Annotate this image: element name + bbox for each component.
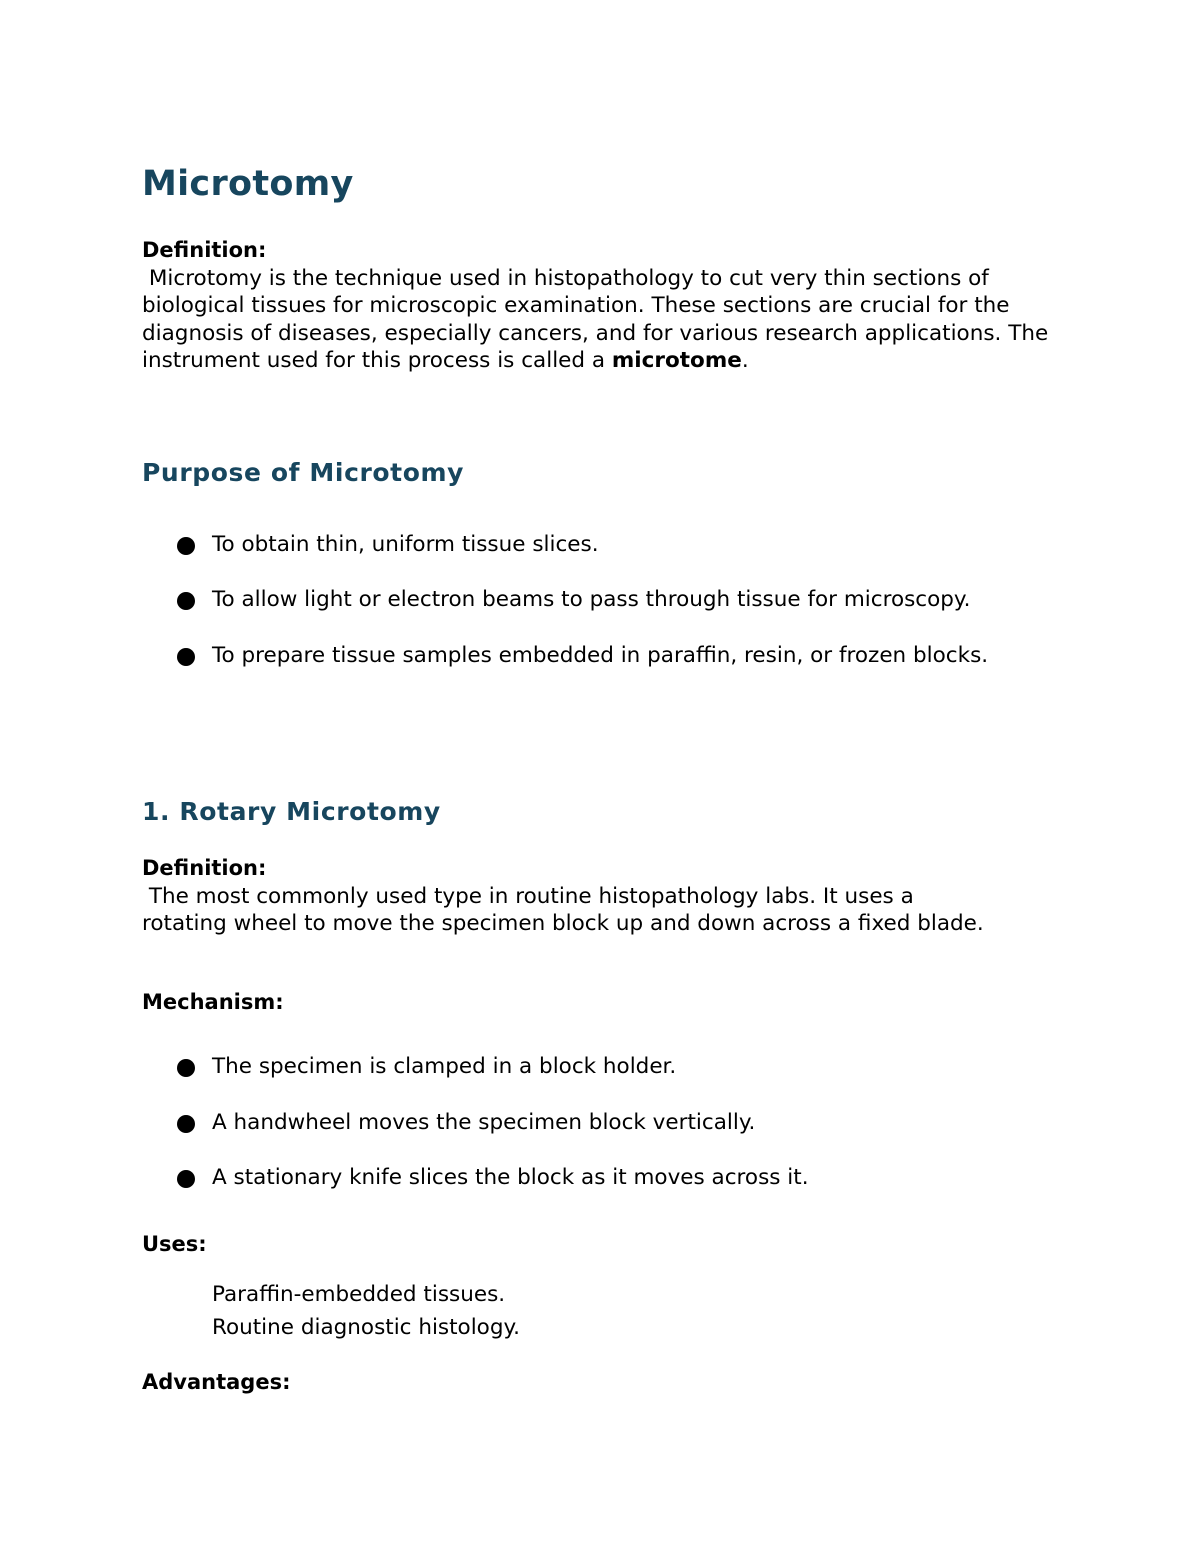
definition-paragraph [142, 265, 1062, 374]
uses-label: Uses: [142, 1232, 207, 1256]
list-item-text: To obtain thin, uniform tissue slices. [212, 532, 599, 557]
list-item-text: The specimen is clamped in a block holder. [212, 1054, 677, 1079]
definition-text: Microtomy is the technique used in histopathology to cut very thin sections of biological tissues for microscopic examination. These sections are crucial for the diagnosis of diseases, especially cancers, and for various research applications. The instrument used for this process is called a [142, 266, 1056, 373]
rotary-definition-paragraph: The most commonly used type in routine histopathology labs. It uses a rotating wheel to move the specimen block up and down across a fixed blade. [142, 884, 984, 937]
rotary-heading: 1. Rotary Microtomy [142, 797, 441, 826]
mechanism-label: Mechanism: [142, 990, 284, 1014]
list-item-text: A stationary knife slices the block as it moves across it. [212, 1165, 809, 1190]
list-item-text: To allow light or electron beams to pass through tissue for microscopy. [212, 587, 971, 612]
rotary-definition-label: Definition: [142, 856, 267, 880]
uses-item: Routine diagnostic histology. [212, 1315, 520, 1340]
bullet-dot-icon [177, 537, 195, 555]
list-item-text: To prepare tissue samples embedded in paraffin, resin, or frozen blocks. [212, 643, 989, 668]
definition-label: Definition: [142, 238, 267, 262]
bullet-dot-icon [177, 592, 195, 610]
definition-text-end: . [741, 347, 749, 373]
list-item-text: A handwheel moves the specimen block vertically. [212, 1110, 756, 1135]
bullet-dot-icon [177, 1170, 195, 1188]
page-title: Microtomy [142, 164, 354, 204]
bullet-dot-icon [177, 648, 195, 666]
advantages-label: Advantages: [142, 1370, 291, 1394]
definition-bold-term: microtome [611, 347, 742, 373]
bullet-dot-icon [177, 1059, 195, 1077]
bullet-dot-icon [177, 1115, 195, 1133]
uses-item: Paraffin-embedded tissues. [212, 1282, 506, 1307]
purpose-heading: Purpose of Microtomy [142, 458, 465, 487]
